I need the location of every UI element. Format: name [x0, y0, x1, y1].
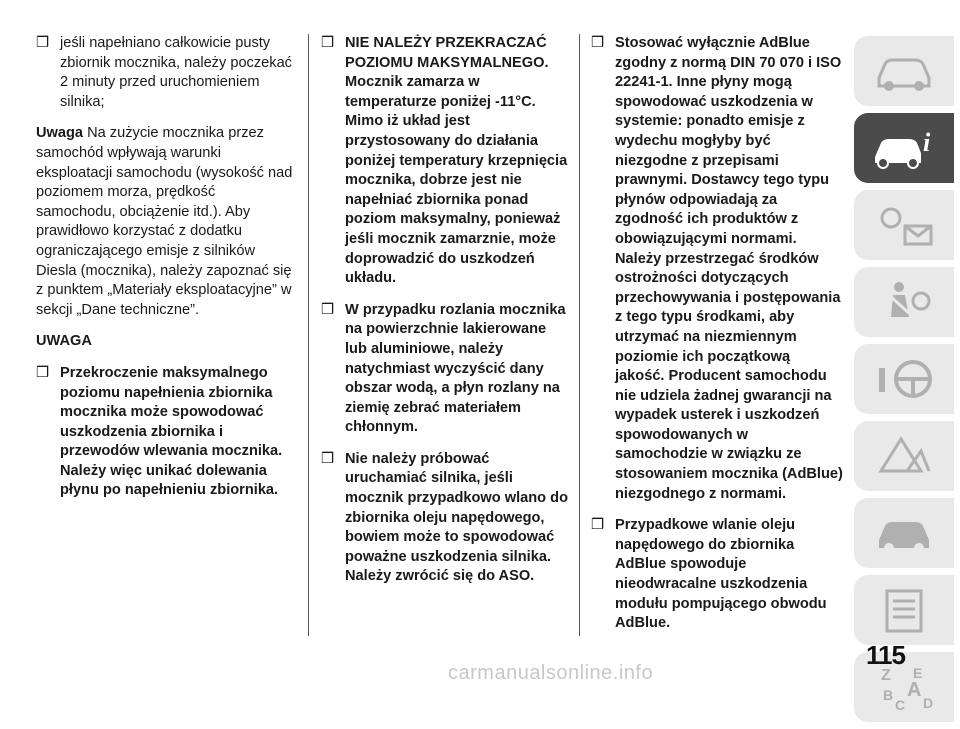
bullet-box-icon: ❒ [591, 35, 605, 51]
tab-car-outline[interactable] [854, 36, 954, 106]
tab-emergency[interactable] [854, 421, 954, 491]
bullet-text: jeśli napełniano całkowicie pusty zbiornik mocznika, należy poczekać 2 minuty przed uruchomieniem silnika; [60, 35, 292, 110]
tab-specs[interactable] [854, 575, 954, 645]
bullet-box-icon: ❒ [321, 301, 335, 318]
column-divider-2 [579, 34, 580, 636]
svg-text:Z: Z [881, 667, 891, 684]
svg-text:A: A [907, 679, 922, 701]
note-paragraph [36, 124, 298, 320]
seatbelt-airbag-icon [869, 277, 939, 327]
chapter-sidebar [854, 36, 960, 729]
car-outline-icon [869, 46, 939, 96]
bullet-item [321, 34, 571, 289]
bullet-item [591, 516, 843, 634]
watermark: carmanualsonline.info [448, 662, 654, 684]
note-label: Uwaga [36, 125, 84, 142]
bullet-item [321, 301, 571, 438]
svg-text:i: i [923, 128, 931, 157]
svg-text:E: E [913, 665, 923, 681]
bullet-item [36, 364, 298, 501]
bullet-text: W przypadku rozlania mocznika na powierzchnie lakierowane lub aluminiowe, należy natychmiast wyczyścić dany obszar wodą, a płyn rozlany na ziemię zebrać materiałem chłonnym. [345, 301, 566, 436]
bullet-box-icon: ❒ [321, 35, 335, 51]
bullet-text: Stosować wyłącznie AdBlue zgodny z normą DIN 70 070 i ISO 22241-1. Inne płyny mogą spowodować uszkodzenia w systemie: ponadto emisje z wydechu mogłyby być niezgodne z przepisami prawnymi. Dostawcy tego typu płynów odpowiadają za zgodność ich produktów z obowiązującymi normami. Należy przestrzegać środków ostrożności dotyczących przechowywania i postępowania z tego typu środkami, aby utrzymać na niezmiennym poziomie ich początkową jakość. Producent samochodu nie udziela żadnej gwarancji na wypadek usterek i uszkodzeń spowodowanych w samochodzie w związku ze stosowaniem mocznika (AdBlue) niezgodnego z normami. [615, 35, 843, 502]
bullet-item [36, 34, 298, 112]
tab-car-info[interactable] [854, 113, 954, 183]
svg-text:C: C [895, 697, 906, 712]
column-divider-1 [308, 34, 309, 636]
bullet-box-icon: ❒ [36, 35, 50, 51]
tab-car-service[interactable] [854, 498, 954, 568]
column-1 [36, 34, 298, 513]
bullet-box-icon: ❒ [36, 364, 50, 381]
bullet-box-icon: ❒ [591, 517, 605, 534]
warning-lights-icon [869, 200, 939, 250]
bullet-box-icon: ❒ [321, 450, 335, 467]
steering-wheel-icon [869, 354, 939, 404]
tab-steering-wheel[interactable] [854, 344, 954, 414]
car-info-icon [869, 123, 939, 173]
tab-seatbelt-airbag[interactable] [854, 267, 954, 337]
emergency-triangle-icon [869, 431, 939, 481]
column-3 [591, 34, 843, 646]
page-number: 115 [866, 640, 905, 670]
bullet-text: Nie należy próbować uruchamiać silnika, jeśli mocznik przypadkowo wlano do zbiornika oleju napędowego, bowiem może to spowodować poważne uszkodzenia silnika. Należy zwrócić się do ASO. [345, 450, 568, 585]
bullet-item [321, 450, 571, 587]
svg-text:B: B [883, 687, 894, 703]
bullet-text: NIE NALEŻY PRZEKRACZAĆ POZIOMU MAKSYMALNEGO. Mocznik zamarza w temperaturze poniżej -11°C. Mimo iż układ jest przystosowany do działania poniżej temperatury krzepnięcia mocznika, dobrze jest nie napełniać zbiornika ponad poziom maksymalny, ponieważ jeśli mocznik zamarznie, może doprowadzić do uszkodzeń układu. [345, 35, 568, 287]
svg-text:D: D [923, 695, 934, 711]
specs-list-icon [869, 585, 939, 635]
bullet-text: Przekroczenie maksymalnego poziomu napełnienia zbiornika mocznika może spowodować uszkodzenia zbiornika i przewodów wlewania mocznika. Należy więc unikać dolewania płynu po napełnieniu zbiornika. [60, 364, 283, 499]
bullet-item [591, 34, 843, 504]
bullet-text: Przypadkowe wlanie oleju napędowego do zbiornika AdBlue spowoduje nieodwracalne uszkodzenia modułu pompującego obwodu AdBlue. [615, 517, 827, 632]
car-service-icon [869, 508, 939, 558]
note-text: Na zużycie mocznika przez samochód wpływają warunki eksploatacji samochodu (wysokość nad poziomem morza, prędkość samochodu, obciążenie itd.). Aby prawidłowo korzystać z dodatku ograniczającego emisje z silników Diesla (mocznika), należy zapoznać się z punktem „Materiały eksploatacyjne” w sekcji „Dane techniczne”. [36, 125, 293, 318]
tab-warning-lights[interactable] [854, 190, 954, 260]
warning-heading: UWAGA [36, 333, 92, 350]
column-2 [321, 34, 571, 599]
